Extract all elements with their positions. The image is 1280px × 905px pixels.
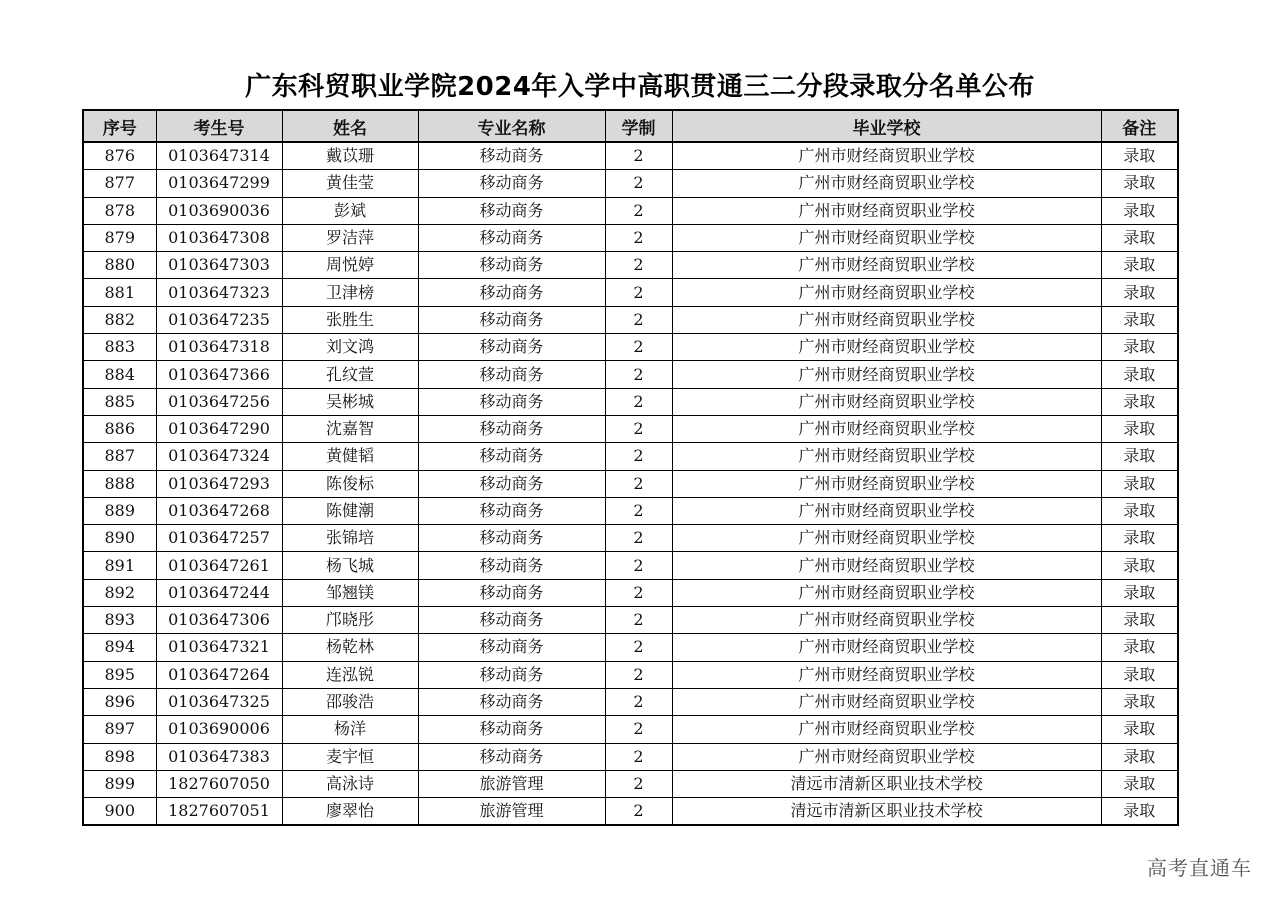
table-row: [83, 716, 1178, 743]
cell-note: 录取: [1101, 224, 1178, 251]
cell-duration: 2: [605, 470, 672, 497]
table-row: [83, 770, 1178, 797]
cell-note: 录取: [1101, 443, 1178, 470]
cell-major: 移动商务: [418, 661, 605, 688]
table-row: [83, 415, 1178, 442]
cell-duration: 2: [605, 634, 672, 661]
table-row: [83, 224, 1178, 251]
cell-major: 移动商务: [418, 579, 605, 606]
cell-exam-number: 0103647299: [156, 170, 282, 197]
cell-note: 录取: [1101, 607, 1178, 634]
cell-major: 移动商务: [418, 334, 605, 361]
cell-seq: 890: [83, 525, 156, 552]
table-row: [83, 552, 1178, 579]
cell-major: 移动商务: [418, 279, 605, 306]
table-row: [83, 688, 1178, 715]
cell-note: 录取: [1101, 661, 1178, 688]
cell-seq: 884: [83, 361, 156, 388]
cell-duration: 2: [605, 170, 672, 197]
cell-name: 廖翠怡: [282, 798, 418, 826]
cell-major: 移动商务: [418, 170, 605, 197]
table-row: [83, 361, 1178, 388]
cell-note: 录取: [1101, 497, 1178, 524]
cell-note: 录取: [1101, 743, 1178, 770]
cell-exam-number: 0103647264: [156, 661, 282, 688]
cell-note: 录取: [1101, 334, 1178, 361]
cell-exam-number: 0103647290: [156, 415, 282, 442]
table-row: [83, 388, 1178, 415]
cell-duration: 2: [605, 334, 672, 361]
cell-exam-number: 0103647366: [156, 361, 282, 388]
cell-major: 旅游管理: [418, 770, 605, 797]
cell-name: 吴彬城: [282, 388, 418, 415]
cell-name: 罗洁萍: [282, 224, 418, 251]
cell-exam-number: 0103647306: [156, 607, 282, 634]
cell-exam-number: 0103647257: [156, 525, 282, 552]
cell-name: 刘文鸿: [282, 334, 418, 361]
table-row: [83, 661, 1178, 688]
cell-name: 高泳诗: [282, 770, 418, 797]
cell-major: 移动商务: [418, 716, 605, 743]
cell-seq: 896: [83, 688, 156, 715]
cell-duration: 2: [605, 688, 672, 715]
table-row: [83, 443, 1178, 470]
cell-note: 录取: [1101, 197, 1178, 224]
cell-duration: 2: [605, 388, 672, 415]
table-header-row: [83, 110, 1178, 142]
cell-name: 沈嘉智: [282, 415, 418, 442]
cell-exam-number: 0103690006: [156, 716, 282, 743]
cell-note: 录取: [1101, 306, 1178, 333]
cell-seq: 892: [83, 579, 156, 606]
cell-seq: 879: [83, 224, 156, 251]
cell-major: 移动商务: [418, 142, 605, 170]
cell-seq: 882: [83, 306, 156, 333]
cell-note: 录取: [1101, 579, 1178, 606]
cell-seq: 893: [83, 607, 156, 634]
cell-note: 录取: [1101, 142, 1178, 170]
cell-note: 录取: [1101, 770, 1178, 797]
cell-exam-number: 0103690036: [156, 197, 282, 224]
cell-name: 邝晓彤: [282, 607, 418, 634]
cell-note: 录取: [1101, 170, 1178, 197]
cell-duration: 2: [605, 661, 672, 688]
cell-duration: 2: [605, 798, 672, 826]
table-body: [83, 142, 1178, 825]
cell-exam-number: 0103647383: [156, 743, 282, 770]
cell-duration: 2: [605, 716, 672, 743]
cell-name: 陈健潮: [282, 497, 418, 524]
cell-seq: 877: [83, 170, 156, 197]
cell-duration: 2: [605, 443, 672, 470]
column-header-school: 毕业学校: [672, 110, 1101, 142]
cell-note: 录取: [1101, 361, 1178, 388]
cell-exam-number: 0103647268: [156, 497, 282, 524]
table-row: [83, 497, 1178, 524]
cell-duration: 2: [605, 361, 672, 388]
cell-school: 广州市财经商贸职业学校: [672, 688, 1101, 715]
column-header-duration: 学制: [605, 110, 672, 142]
cell-exam-number: 0103647324: [156, 443, 282, 470]
cell-exam-number: 0103647325: [156, 688, 282, 715]
cell-seq: 899: [83, 770, 156, 797]
cell-major: 移动商务: [418, 388, 605, 415]
table-row: [83, 306, 1178, 333]
cell-major: 移动商务: [418, 497, 605, 524]
cell-exam-number: 0103647321: [156, 634, 282, 661]
cell-name: 张锦培: [282, 525, 418, 552]
cell-school: 广州市财经商贸职业学校: [672, 443, 1101, 470]
cell-school: 清远市清新区职业技术学校: [672, 770, 1101, 797]
cell-seq: 876: [83, 142, 156, 170]
cell-note: 录取: [1101, 415, 1178, 442]
cell-name: 黄佳莹: [282, 170, 418, 197]
cell-school: 广州市财经商贸职业学校: [672, 197, 1101, 224]
cell-school: 广州市财经商贸职业学校: [672, 415, 1101, 442]
cell-major: 移动商务: [418, 415, 605, 442]
cell-school: 广州市财经商贸职业学校: [672, 552, 1101, 579]
cell-major: 移动商务: [418, 306, 605, 333]
cell-duration: 2: [605, 770, 672, 797]
cell-duration: 2: [605, 279, 672, 306]
table-row: [83, 743, 1178, 770]
cell-seq: 881: [83, 279, 156, 306]
cell-major: 移动商务: [418, 688, 605, 715]
table-row: [83, 142, 1178, 170]
cell-school: 广州市财经商贸职业学校: [672, 497, 1101, 524]
cell-name: 麦宇恒: [282, 743, 418, 770]
cell-exam-number: 0103647308: [156, 224, 282, 251]
cell-note: 录取: [1101, 279, 1178, 306]
cell-major: 移动商务: [418, 634, 605, 661]
cell-school: 广州市财经商贸职业学校: [672, 716, 1101, 743]
cell-seq: 898: [83, 743, 156, 770]
column-header-exam-number: 考生号: [156, 110, 282, 142]
table-row: [83, 634, 1178, 661]
cell-exam-number: 0103647256: [156, 388, 282, 415]
cell-name: 彭斌: [282, 197, 418, 224]
cell-school: 广州市财经商贸职业学校: [672, 607, 1101, 634]
column-header-major: 专业名称: [418, 110, 605, 142]
cell-duration: 2: [605, 252, 672, 279]
cell-major: 移动商务: [418, 470, 605, 497]
cell-seq: 880: [83, 252, 156, 279]
page-title: 广东科贸职业学院2024年入学中高职贯通三二分段录取分名单公布: [245, 72, 1035, 102]
cell-school: 广州市财经商贸职业学校: [672, 334, 1101, 361]
cell-exam-number: 0103647235: [156, 306, 282, 333]
cell-school: 广州市财经商贸职业学校: [672, 388, 1101, 415]
cell-note: 录取: [1101, 634, 1178, 661]
cell-seq: 883: [83, 334, 156, 361]
cell-school: 广州市财经商贸职业学校: [672, 661, 1101, 688]
table-row: [83, 579, 1178, 606]
column-header-name: 姓名: [282, 110, 418, 142]
cell-seq: 895: [83, 661, 156, 688]
admission-table: [82, 109, 1179, 826]
cell-name: 邵骏浩: [282, 688, 418, 715]
cell-school: 广州市财经商贸职业学校: [672, 170, 1101, 197]
cell-school: 广州市财经商贸职业学校: [672, 634, 1101, 661]
cell-note: 录取: [1101, 798, 1178, 826]
cell-school: 广州市财经商贸职业学校: [672, 579, 1101, 606]
cell-duration: 2: [605, 525, 672, 552]
cell-name: 陈俊标: [282, 470, 418, 497]
cell-school: 广州市财经商贸职业学校: [672, 470, 1101, 497]
cell-seq: 888: [83, 470, 156, 497]
cell-name: 周悦婷: [282, 252, 418, 279]
cell-note: 录取: [1101, 470, 1178, 497]
cell-seq: 894: [83, 634, 156, 661]
table-row: [83, 170, 1178, 197]
cell-school: 广州市财经商贸职业学校: [672, 361, 1101, 388]
watermark: 高考直通车: [1147, 856, 1252, 880]
cell-seq: 897: [83, 716, 156, 743]
cell-exam-number: 0103647261: [156, 552, 282, 579]
cell-note: 录取: [1101, 525, 1178, 552]
cell-seq: 889: [83, 497, 156, 524]
cell-major: 移动商务: [418, 224, 605, 251]
cell-name: 连泓锐: [282, 661, 418, 688]
cell-duration: 2: [605, 743, 672, 770]
cell-seq: 886: [83, 415, 156, 442]
cell-exam-number: 0103647303: [156, 252, 282, 279]
cell-note: 录取: [1101, 716, 1178, 743]
table-row: [83, 470, 1178, 497]
cell-name: 孔纹萱: [282, 361, 418, 388]
table-row: [83, 525, 1178, 552]
column-header-seq: 序号: [83, 110, 156, 142]
table-row: [83, 279, 1178, 306]
cell-duration: 2: [605, 415, 672, 442]
cell-note: 录取: [1101, 552, 1178, 579]
table-row: [83, 607, 1178, 634]
cell-exam-number: 1827607050: [156, 770, 282, 797]
table-row: [83, 334, 1178, 361]
column-header-note: 备注: [1101, 110, 1178, 142]
cell-school: 广州市财经商贸职业学校: [672, 252, 1101, 279]
cell-school: 广州市财经商贸职业学校: [672, 525, 1101, 552]
cell-major: 移动商务: [418, 552, 605, 579]
cell-name: 杨洋: [282, 716, 418, 743]
cell-duration: 2: [605, 607, 672, 634]
cell-major: 移动商务: [418, 361, 605, 388]
cell-duration: 2: [605, 497, 672, 524]
cell-exam-number: 0103647244: [156, 579, 282, 606]
cell-name: 邹翘镁: [282, 579, 418, 606]
cell-school: 广州市财经商贸职业学校: [672, 224, 1101, 251]
cell-note: 录取: [1101, 688, 1178, 715]
table-row: [83, 798, 1178, 826]
cell-school: 清远市清新区职业技术学校: [672, 798, 1101, 826]
cell-name: 杨飞城: [282, 552, 418, 579]
cell-exam-number: 0103647293: [156, 470, 282, 497]
cell-major: 移动商务: [418, 743, 605, 770]
cell-duration: 2: [605, 197, 672, 224]
cell-name: 张胜生: [282, 306, 418, 333]
cell-school: 广州市财经商贸职业学校: [672, 743, 1101, 770]
cell-major: 移动商务: [418, 607, 605, 634]
cell-seq: 887: [83, 443, 156, 470]
cell-duration: 2: [605, 142, 672, 170]
cell-school: 广州市财经商贸职业学校: [672, 279, 1101, 306]
cell-school: 广州市财经商贸职业学校: [672, 142, 1101, 170]
cell-exam-number: 0103647323: [156, 279, 282, 306]
cell-major: 移动商务: [418, 443, 605, 470]
cell-seq: 900: [83, 798, 156, 826]
cell-note: 录取: [1101, 252, 1178, 279]
cell-seq: 885: [83, 388, 156, 415]
cell-note: 录取: [1101, 388, 1178, 415]
cell-duration: 2: [605, 579, 672, 606]
cell-seq: 891: [83, 552, 156, 579]
cell-name: 戴苡珊: [282, 142, 418, 170]
table-row: [83, 252, 1178, 279]
cell-major: 旅游管理: [418, 798, 605, 826]
cell-school: 广州市财经商贸职业学校: [672, 306, 1101, 333]
cell-major: 移动商务: [418, 197, 605, 224]
table-row: [83, 197, 1178, 224]
cell-major: 移动商务: [418, 252, 605, 279]
cell-exam-number: 0103647318: [156, 334, 282, 361]
cell-duration: 2: [605, 306, 672, 333]
cell-major: 移动商务: [418, 525, 605, 552]
cell-exam-number: 0103647314: [156, 142, 282, 170]
cell-name: 杨乾林: [282, 634, 418, 661]
cell-duration: 2: [605, 224, 672, 251]
cell-duration: 2: [605, 552, 672, 579]
cell-seq: 878: [83, 197, 156, 224]
cell-name: 卫津榜: [282, 279, 418, 306]
cell-exam-number: 1827607051: [156, 798, 282, 826]
cell-name: 黄健韬: [282, 443, 418, 470]
